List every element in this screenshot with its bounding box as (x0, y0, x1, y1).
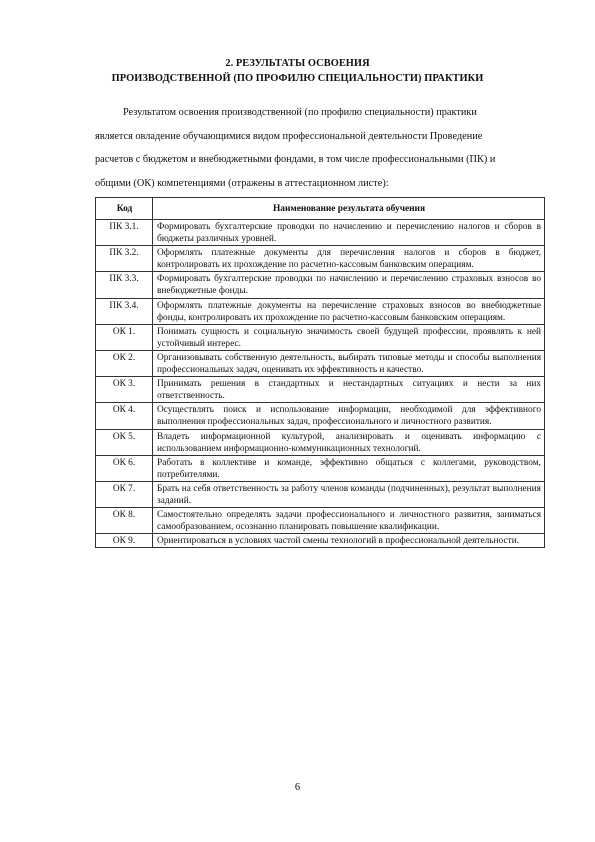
competency-description: Самостоятельно определять задачи профессионального и личностного развития, заниматься самообразованием, осознанно планировать повышение квалификации. (153, 508, 545, 534)
column-header-code: Код (96, 198, 153, 220)
table-row (96, 350, 545, 376)
competency-description: Организовывать собственную деятельность, выбирать типовые методы и способы выполнения профессиональных задач, оценивать их эффективность и качество. (153, 350, 545, 376)
competency-code: ОК 9. (96, 534, 153, 548)
table-row (96, 481, 545, 507)
intro-line: общими (ОК) компетенциями (отражены в аттестационном листе): (95, 177, 389, 189)
table-row (96, 324, 545, 350)
competency-code: ОК 3. (96, 377, 153, 403)
table-row (96, 429, 545, 455)
competency-description: Формировать бухгалтерские проводки по начислению и перечислению страховых взносов во внебюджетные фонды. (153, 272, 545, 298)
competency-code: ОК 5. (96, 429, 153, 455)
table-row (96, 298, 545, 324)
competency-description: Осуществлять поиск и использование информации, необходимой для эффективного выполнения профессиональных задач, профессионального и личностного развития. (153, 403, 545, 429)
competency-description: Оформлять платежные документы на перечисление страховых взносов во внебюджетные фонды, контролировать их прохождение по расчетно-кассовым банковским операциям. (153, 298, 545, 324)
competency-description: Работать в коллективе и команде, эффективно общаться с коллегами, руководством, потребителями. (153, 455, 545, 481)
page-number: 6 (294, 782, 301, 793)
table-row (96, 272, 545, 298)
competency-code: ПК 3.4. (96, 298, 153, 324)
intro-line: расчетов с бюджетом и внебюджетными фондами, в том числе профессиональными (ПК) и (95, 154, 496, 165)
intro-line: является овладение обучающимися видом профессиональной деятельности Проведение (95, 130, 483, 142)
competency-description: Владеть информационной культурой, анализировать и оценивать информацию с использованием информационно-коммуникационных технологий. (153, 429, 545, 455)
competency-description: Формировать бухгалтерские проводки по начислению и перечислению налогов и сборов в бюджеты различных уровней. (153, 220, 545, 246)
competency-code: ОК 8. (96, 508, 153, 534)
competency-description: Ориентироваться в условиях частой смены технологий в профессиональной деятельности. (153, 534, 545, 548)
table-row (96, 534, 545, 548)
competency-description: Брать на себя ответственность за работу членов команды (подчиненных), результат выполнения заданий. (153, 481, 545, 507)
table-row (96, 220, 545, 246)
table-header-row (96, 198, 545, 220)
competency-code: ПК 3.1. (96, 220, 153, 246)
section-heading-line-2: ПРОИЗВОДСТВЕННОЙ (ПО ПРОФИЛЮ СПЕЦИАЛЬНОСТИ) ПРАКТИКИ (111, 73, 484, 84)
competency-description: Оформлять платежные документы для перечисления налогов и сборов в бюджет, контролировать их прохождение по расчетно-кассовым банковским операциям. (153, 246, 545, 272)
intro-paragraph (95, 101, 545, 195)
competency-code: ПК 3.3. (96, 272, 153, 298)
competency-code: ПК 3.2. (96, 246, 153, 272)
column-header-name: Наименование результата обучения (153, 198, 545, 220)
competency-code: ОК 4. (96, 403, 153, 429)
competency-description: Понимать сущность и социальную значимость своей будущей профессии, проявлять к ней устойчивый интерес. (153, 324, 545, 350)
section-heading-line-1: 2. РЕЗУЛЬТАТЫ ОСВОЕНИЯ (225, 58, 370, 69)
competency-code: ОК 7. (96, 481, 153, 507)
table-row (96, 377, 545, 403)
competency-description: Принимать решения в стандартных и нестандартных ситуациях и нести за них ответственность. (153, 377, 545, 403)
competency-code: ОК 2. (96, 350, 153, 376)
table-row (96, 508, 545, 534)
results-table (95, 197, 545, 548)
table-row (96, 455, 545, 481)
table-row (96, 246, 545, 272)
intro-line: Результатом освоения производственной (по профилю специальности) практики (123, 107, 477, 118)
competency-code: ОК 1. (96, 324, 153, 350)
competency-code: ОК 6. (96, 455, 153, 481)
table-row (96, 403, 545, 429)
